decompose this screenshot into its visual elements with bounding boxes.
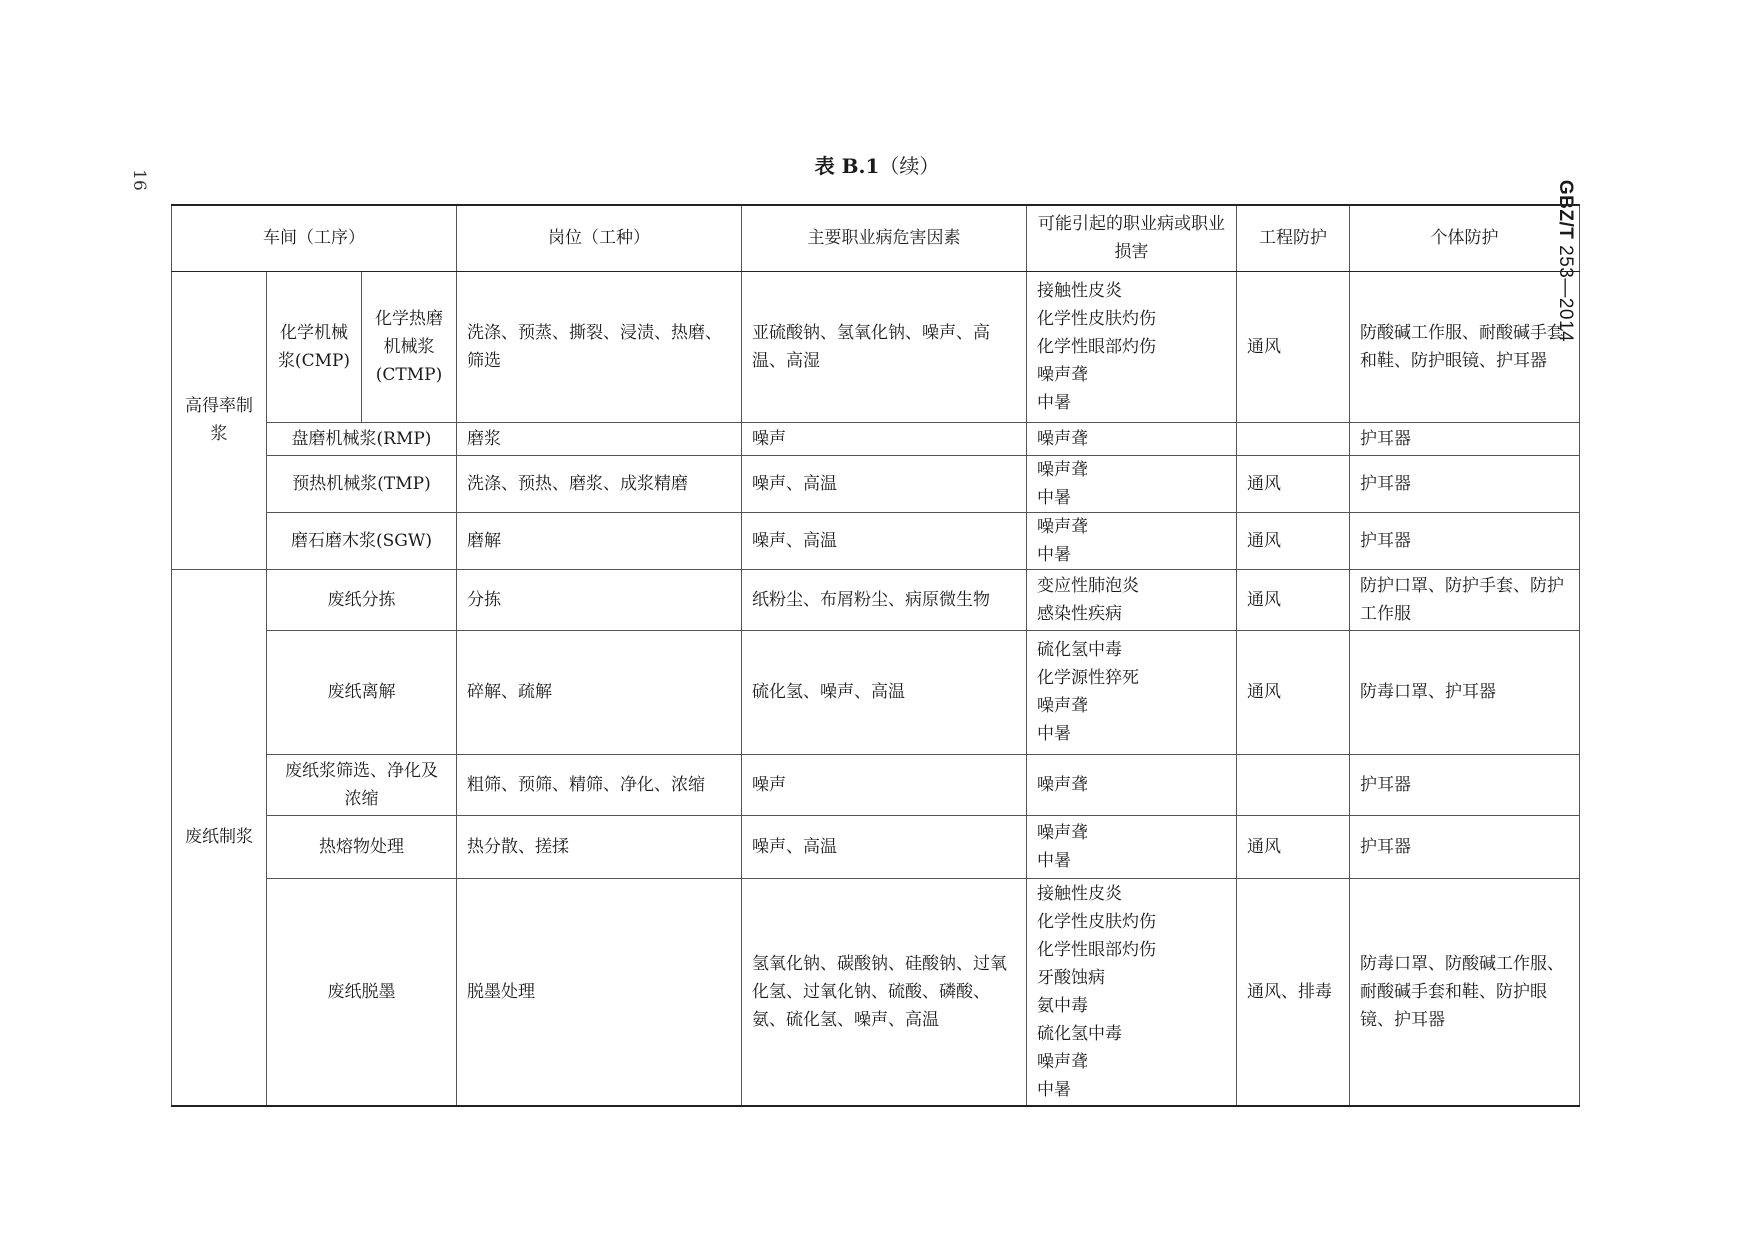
header-engineering: 工程防护: [1237, 205, 1350, 271]
disease-item: 噪声聋: [1037, 516, 1088, 537]
disease-item: 接触性皮炎: [1037, 280, 1122, 301]
workshop-cell: 废纸浆筛选、净化及浓缩: [267, 754, 457, 815]
header-row: [172, 205, 1580, 271]
workshop-cell: 磨石磨木浆(SGW): [267, 512, 457, 569]
workshop-sub: 化学机械浆(CMP): [267, 271, 362, 422]
standard-prefix: GBZ/T: [1555, 179, 1577, 240]
disease-item: 中暑: [1037, 544, 1071, 565]
workshop-cell: 盘磨机械浆(RMP): [267, 422, 457, 455]
page-number: 16: [128, 169, 149, 191]
table-row: [172, 422, 1580, 455]
diseases-cell: [1027, 455, 1237, 512]
disease-item: 化学性皮肤灼伤: [1037, 911, 1156, 932]
diseases-cell: [1027, 754, 1237, 815]
hazards-cell: 噪声、高温: [742, 455, 1027, 512]
post-cell: 洗涤、预蒸、撕裂、浸渍、热磨、筛选: [457, 271, 742, 422]
diseases-cell: [1027, 569, 1237, 630]
table-row: [172, 815, 1580, 878]
group-name: 废纸制浆: [172, 569, 267, 1106]
diseases-cell: [1027, 422, 1237, 455]
disease-item: 中暑: [1037, 392, 1071, 413]
personal-cell: 护耳器: [1350, 422, 1580, 455]
workshop-cell: 热熔物处理: [267, 815, 457, 878]
diseases-cell: [1027, 878, 1237, 1106]
workshop-sub: 化学热磨机械浆(CTMP): [362, 271, 457, 422]
hazard-table: [171, 204, 1580, 1107]
table-title-continued: （续）: [879, 154, 940, 178]
post-cell: 磨解: [457, 512, 742, 569]
engineering-cell: [1237, 754, 1350, 815]
post-cell: 脱墨处理: [457, 878, 742, 1106]
post-cell: 热分散、搓揉: [457, 815, 742, 878]
personal-cell: 护耳器: [1350, 455, 1580, 512]
engineering-cell: 通风: [1237, 815, 1350, 878]
hazards-cell: 噪声、高温: [742, 512, 1027, 569]
personal-cell: 防毒口罩、防酸碱工作服、耐酸碱手套和鞋、防护眼镜、护耳器: [1350, 878, 1580, 1106]
header-workshop: 车间（工序）: [172, 205, 457, 271]
disease-item: 噪声聋: [1037, 459, 1088, 480]
engineering-cell: 通风: [1237, 630, 1350, 754]
post-cell: 碎解、疏解: [457, 630, 742, 754]
header-post: 岗位（工种）: [457, 205, 742, 271]
post-cell: 洗涤、预热、磨浆、成浆精磨: [457, 455, 742, 512]
disease-item: 噪声聋: [1037, 696, 1088, 716]
disease-item: 噪声聋: [1037, 428, 1088, 449]
diseases-cell: [1027, 630, 1237, 754]
hazards-cell: 噪声、高温: [742, 815, 1027, 878]
disease-item: 硫化氢中毒: [1037, 1023, 1122, 1044]
disease-item: 噪声聋: [1037, 822, 1088, 843]
engineering-cell: [1237, 422, 1350, 455]
personal-cell: 防毒口罩、护耳器: [1350, 630, 1580, 754]
personal-cell: 护耳器: [1350, 512, 1580, 569]
workshop-cell: 废纸离解: [267, 630, 457, 754]
disease-item: 接触性皮炎: [1037, 883, 1122, 904]
hazards-cell: 噪声: [742, 754, 1027, 815]
disease-item: 化学性眼部灼伤: [1037, 336, 1156, 357]
disease-item: 中暑: [1037, 850, 1071, 871]
header-diseases: 可能引起的职业病或职业损害: [1027, 205, 1237, 271]
workshop-cell: 废纸分拣: [267, 569, 457, 630]
post-cell: 磨浆: [457, 422, 742, 455]
hazards-cell: 噪声: [742, 422, 1027, 455]
disease-item: 感染性疾病: [1037, 603, 1122, 624]
standard-number: 253—2014: [1555, 245, 1577, 343]
table-row: [172, 512, 1580, 569]
disease-item: 噪声聋: [1037, 364, 1088, 385]
diseases-cell: [1027, 512, 1237, 569]
workshop-cell: 废纸脱墨: [267, 878, 457, 1106]
personal-cell: 防酸碱工作服、耐酸碱手套和鞋、防护眼镜、护耳器: [1350, 271, 1580, 422]
table-row: [172, 754, 1580, 815]
engineering-cell: 通风、排毒: [1237, 878, 1350, 1106]
personal-cell: 护耳器: [1350, 754, 1580, 815]
diseases-cell: [1027, 815, 1237, 878]
personal-cell: 防护口罩、防护手套、防护工作服: [1350, 569, 1580, 630]
engineering-cell: 通风: [1237, 512, 1350, 569]
engineering-cell: 通风: [1237, 569, 1350, 630]
disease-item: 化学性眼部灼伤: [1037, 939, 1156, 960]
hazards-cell: 亚硫酸钠、氢氧化钠、噪声、高温、高湿: [742, 271, 1027, 422]
diseases-cell: [1027, 271, 1237, 422]
engineering-cell: 通风: [1237, 271, 1350, 422]
table-row: [172, 455, 1580, 512]
disease-item: 中暑: [1037, 724, 1071, 744]
disease-item: 氨中毒: [1037, 995, 1088, 1016]
disease-item: 化学性皮肤灼伤: [1037, 308, 1156, 329]
table-row: [172, 569, 1580, 630]
group-name: 高得率制浆: [172, 271, 267, 569]
disease-item: 中暑: [1037, 487, 1071, 508]
table-row: [172, 630, 1580, 754]
post-cell: 分拣: [457, 569, 742, 630]
personal-cell: 护耳器: [1350, 815, 1580, 878]
hazards-cell: 氢氧化钠、碳酸钠、硅酸钠、过氧化氢、过氧化钠、硫酸、磷酸、氨、硫化氢、噪声、高温: [742, 878, 1027, 1106]
hazards-cell: 硫化氢、噪声、高温: [742, 630, 1027, 754]
post-cell: 粗筛、预筛、精筛、净化、浓缩: [457, 754, 742, 815]
disease-item: 牙酸蚀病: [1037, 967, 1105, 988]
workshop-cell: 预热机械浆(TMP): [267, 455, 457, 512]
header-hazards: 主要职业病危害因素: [742, 205, 1027, 271]
table-title-main: 表 B.1: [814, 154, 880, 178]
disease-item: 中暑: [1037, 1079, 1071, 1100]
table-title: [0, 150, 1754, 179]
disease-item: 化学源性猝死: [1037, 668, 1139, 688]
header-personal: 个体防护: [1350, 205, 1580, 271]
disease-item: 噪声聋: [1037, 774, 1088, 795]
disease-item: 噪声聋: [1037, 1051, 1088, 1072]
disease-item: 变应性肺泡炎: [1037, 575, 1139, 596]
engineering-cell: 通风: [1237, 455, 1350, 512]
table-row: [172, 878, 1580, 1106]
table-row: [172, 271, 1580, 422]
disease-item: 硫化氢中毒: [1037, 640, 1122, 660]
hazards-cell: 纸粉尘、布屑粉尘、病原微生物: [742, 569, 1027, 630]
